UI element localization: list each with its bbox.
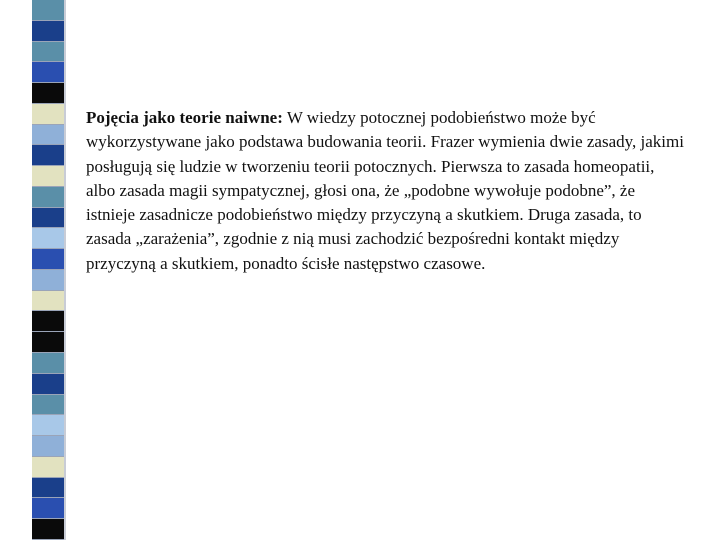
stripe-segment — [32, 187, 64, 208]
slide-paragraph — [86, 106, 686, 276]
stripe-segment — [32, 228, 64, 249]
stripe-segment — [32, 21, 64, 42]
slide-content — [86, 106, 686, 276]
sidebar-shadow — [64, 0, 66, 540]
stripe-segment — [32, 353, 64, 374]
stripe-segment — [32, 311, 64, 332]
stripe-segment — [32, 83, 64, 104]
stripe-segment — [32, 62, 64, 83]
stripe-segment — [32, 415, 64, 436]
stripe-segment — [32, 125, 64, 146]
stripe-segment — [32, 208, 64, 229]
stripe-segment — [32, 270, 64, 291]
stripe-segment — [32, 436, 64, 457]
stripe-segment — [32, 395, 64, 416]
stripe-segment — [32, 478, 64, 499]
stripe-segment — [32, 42, 64, 63]
stripe-segment — [32, 374, 64, 395]
paragraph-body: W wiedzy potocznej podobieństwo może być wykorzystywane jako podstawa budowania teorii. Frazer wymienia dwie zasady, jakimi posługują się ludzie w tworzeniu teorii potocznych. Pierwsza to zasada homeopatii, albo zasada magii sympatycznej, głosi ona, że „podobne wywołuje podobne”, że istnieje zasadnicze podobieństwo między przyczyną a skutkiem. Druga zasada, to zasada „zarażenia”, zgodnie z nią musi zachodzić bezpośredni kontakt między przyczyną a skutkiem, ponadto ścisłe następstwo czasowe. — [86, 108, 684, 273]
stripe-segment — [32, 166, 64, 187]
stripe-segment — [32, 332, 64, 353]
stripe-segment — [32, 104, 64, 125]
decorative-sidebar — [0, 0, 66, 540]
stripe-column — [32, 0, 64, 540]
stripe-segment — [32, 249, 64, 270]
term-heading: Pojęcia jako teorie naiwne: — [86, 108, 283, 127]
stripe-segment — [32, 498, 64, 519]
stripe-segment — [32, 519, 64, 540]
stripe-segment — [32, 0, 64, 21]
stripe-segment — [32, 291, 64, 312]
stripe-segment — [32, 145, 64, 166]
stripe-segment — [32, 457, 64, 478]
